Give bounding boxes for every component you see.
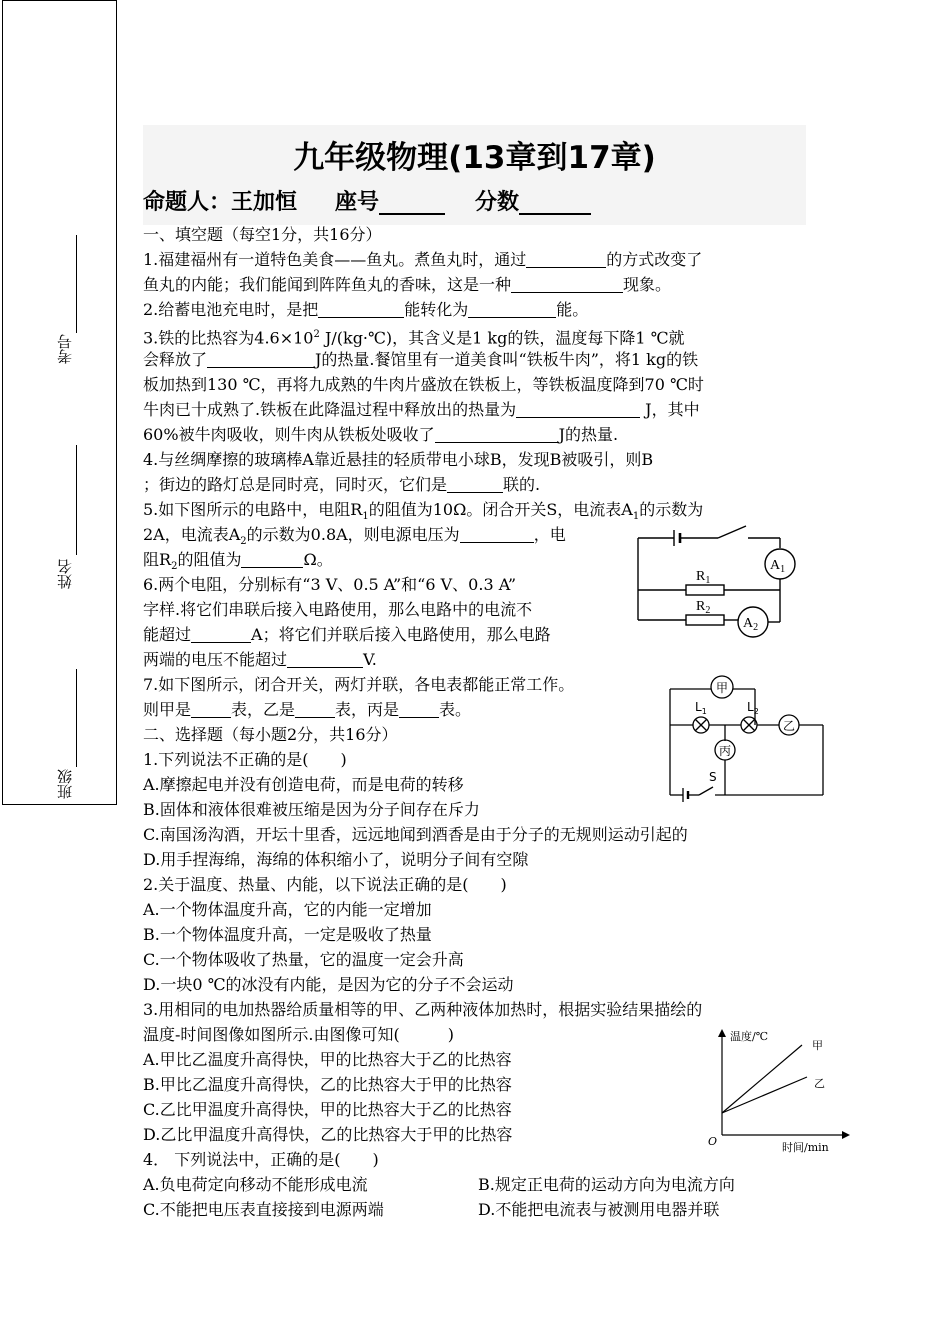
q3-line4 <box>143 397 808 422</box>
q2-text-c: 能。 <box>556 300 589 319</box>
mc1-option-b[interactable]: B.固体和液体很难被压缩是因为分子间存在斥力 <box>143 800 480 819</box>
mc4-option-d[interactable]: D.不能把电流表与被测用电器并联 <box>478 1200 720 1219</box>
mc3-option-b[interactable]: B.甲比乙温度升高得快，乙的比热容大于甲的比热容 <box>143 1075 512 1094</box>
q4-text-c: 联的. <box>503 475 541 494</box>
mc2-option-d[interactable]: D.一块0 ℃的冰没有内能，是因为它的分子不会运动 <box>143 975 514 994</box>
q4-line1: 4.与丝绸摩擦的玻璃棒A靠近悬挂的轻质带电小球B，发现B被吸引，则B <box>143 450 654 469</box>
q5-text-i: Ω。 <box>303 550 333 569</box>
q3-line5 <box>143 422 808 447</box>
mc1-option-a[interactable]: A.摩擦起电并没有创造电荷，而是电荷的转移 <box>143 775 464 794</box>
q1-text-c: 鱼丸的内能；我们能闻到阵阵鱼丸的香味，这是一种 <box>143 275 512 294</box>
mc2-option-b[interactable]: B.一个物体温度升高，一定是吸收了热量 <box>143 925 432 944</box>
section2-heading: 二、选择题（每小题2分，共16分） <box>143 725 398 744</box>
q2-blank-2[interactable] <box>468 300 556 318</box>
q3-blank-2[interactable] <box>516 400 640 418</box>
q5-sub-4: 2 <box>171 561 178 573</box>
q5-text-d: 2A，电流表A <box>143 525 241 544</box>
q3-line1 <box>143 322 808 347</box>
section1-heading: 一、填空题（每空1分，共16分） <box>143 225 382 244</box>
seat-blank[interactable] <box>379 191 445 215</box>
name-line <box>76 445 77 555</box>
seat-label: 座号 <box>335 190 380 215</box>
ammeter-a2-label: $A_2$ <box>743 616 759 633</box>
q4-blank[interactable] <box>447 475 503 493</box>
mc2-stem: 2.关于温度、热量、内能，以下说法正确的是( ) <box>143 875 507 894</box>
resistor-r1-label: $R_1$ <box>696 569 711 586</box>
header-meta <box>143 185 591 216</box>
mc4-stem: 4． 下列说法中，正确的是( ) <box>143 1150 379 1169</box>
q5-line1 <box>143 497 808 522</box>
graph-line-jia <box>722 1045 802 1113</box>
class-field[interactable] <box>55 669 80 804</box>
q4-text-b: ；街边的路灯总是同时亮，同时灭，它们是 <box>143 475 448 494</box>
q5-text-e: 的示数为0.8A，则电源电压为 <box>246 525 460 544</box>
lamp-l1-label: $L_1$ <box>695 700 707 716</box>
page-title: 九年级物理(13章到17章) <box>293 140 656 176</box>
q6-blank-2[interactable] <box>287 650 363 668</box>
q3-exponent: 2 <box>313 329 320 340</box>
mc4-option-a[interactable]: A.负电荷定向移动不能形成电流 <box>143 1175 368 1194</box>
q6-text-c: 能超过 <box>143 625 192 644</box>
q1-text-d: 现象。 <box>623 275 672 294</box>
q6-line1: 6.两个电阻，分别标有“3 V、0.5 A”和“6 V、0.3 A” <box>143 575 517 594</box>
graph-x-label: 时间/min <box>782 1141 829 1154</box>
graph-line-jia-label: 甲 <box>812 1039 823 1052</box>
q1-line1 <box>143 247 808 272</box>
q5-text-c: 的示数为 <box>639 500 704 519</box>
graph-line-yi-label: 乙 <box>814 1077 825 1090</box>
binding-sidebar <box>2 0 117 805</box>
q6-text-f: V. <box>363 650 377 669</box>
exam-number-field[interactable] <box>55 229 80 394</box>
q1-text-b: 的方式改变了 <box>606 250 703 269</box>
q6-line4 <box>143 647 808 672</box>
class-line <box>76 669 77 767</box>
q5-sub-2: 1 <box>632 511 640 523</box>
q2-text-a: 2.给蓄电池充电时，是把 <box>143 300 319 319</box>
name-label: 姓名 <box>56 559 74 589</box>
q3-text-b: J/(kg·℃)，其含义是1 kg的铁，温度每下降1 ℃就 <box>319 328 685 348</box>
q5-sub-1: 1 <box>362 511 369 523</box>
q5-text-g: 阻R <box>143 550 172 569</box>
mc1-stem: 1.下列说法不正确的是( ) <box>143 750 347 769</box>
mc4-option-b[interactable]: B.规定正电荷的运动方向为电流方向 <box>478 1175 735 1194</box>
score-label: 分数 <box>475 190 520 215</box>
q3-text-f: 牛肉已十成熟了.铁板在此降温过程中释放出的热量为 <box>143 400 517 419</box>
class-label: 班级 <box>56 769 74 799</box>
q5-text-h: 的阻值为 <box>177 550 242 569</box>
q5-text-f: ，电 <box>533 525 566 544</box>
q3-text-i: J的热量. <box>558 425 619 444</box>
q7-blank-3[interactable] <box>399 700 439 718</box>
score-blank[interactable] <box>519 191 591 215</box>
q5-text-b: 的阻值为10Ω。闭合开关S，电流表A <box>368 500 633 519</box>
graph-y-label: 温度/℃ <box>730 1030 769 1043</box>
resistor-r2-label: $R_2$ <box>696 599 711 616</box>
q6-text-d: A；将它们并联后接入电路使用，那么电路 <box>251 625 551 644</box>
q3-text-g: J，其中 <box>640 400 700 419</box>
q7-text-b: 则甲是 <box>143 700 192 719</box>
mc3-option-c[interactable]: C.乙比甲温度升高得快，甲的比热容大于乙的比热容 <box>143 1100 512 1119</box>
mc2-option-a[interactable]: A.一个物体温度升高，它的内能一定增加 <box>143 900 432 919</box>
q7-text-c: 表，乙是 <box>231 700 296 719</box>
temperature-time-graph <box>700 1025 850 1155</box>
lamp-l2-label: $L_2$ <box>747 700 759 716</box>
mc3-stem-line1: 3.用相同的电加热器给质量相等的甲、乙两种液体加热时，根据实验结果描绘的 <box>143 1000 703 1019</box>
q1-blank-2[interactable] <box>511 275 623 293</box>
exam-number-line <box>76 235 77 333</box>
q3-text-h: 60%被牛肉吸收，则牛肉从铁板处吸收了 <box>143 425 435 444</box>
q2-line <box>143 297 808 322</box>
q7-blank-2[interactable] <box>295 700 335 718</box>
mc2-option-c[interactable]: C.一个物体吸收了热量，它的温度一定会升高 <box>143 950 464 969</box>
q5-text-a: 5.如下图所示的电路中，电阻R <box>143 500 363 519</box>
q7-text-d: 表，丙是 <box>335 700 400 719</box>
q1-text-a: 1.福建福州有一道特色美食——鱼丸。煮鱼丸时，通过 <box>143 250 527 269</box>
meter-bing-label: 丙 <box>719 744 732 758</box>
mc4-option-c[interactable]: C.不能把电压表直接接到电源两端 <box>143 1200 384 1219</box>
q3-text-c: 会释放了 <box>143 350 208 369</box>
mc1-option-c[interactable]: C.南国汤沟酒，开坛十里香，远远地闻到酒香是由于分子的无规则运动引起的 <box>143 825 688 844</box>
exam-header <box>143 125 806 225</box>
mc4-row2 <box>143 1197 808 1222</box>
circuit-diagram-2 <box>665 673 830 805</box>
mc3-option-d[interactable]: D.乙比甲温度升高得快，乙的比热容大于甲的比热容 <box>143 1125 513 1144</box>
mc1-option-d[interactable]: D.用手捏海绵，海绵的体积缩小了，说明分子间有空隙 <box>143 850 529 869</box>
graph-line-yi <box>722 1077 807 1113</box>
q6-line2: 字样.将它们串联后接入电路使用，那么电路中的电流不 <box>143 600 533 619</box>
author-label: 命题人：王加恒 <box>143 190 298 215</box>
q5-blank-1[interactable] <box>460 525 534 543</box>
q3-blank-1[interactable] <box>207 350 315 368</box>
q2-blank-1[interactable] <box>318 300 404 318</box>
q1-line2 <box>143 272 808 297</box>
q3-text-a: 3.铁的比热容为4.6×10 <box>143 328 314 348</box>
q4-line2 <box>143 472 808 497</box>
mc4-row1 <box>143 1172 808 1197</box>
q7-blank-1[interactable] <box>191 700 231 718</box>
circuit-diagram-1 <box>630 522 810 642</box>
q5-blank-2[interactable] <box>241 550 303 568</box>
q3-blank-3[interactable] <box>435 425 559 443</box>
graph-origin-label: O <box>708 1135 718 1148</box>
q3-text-d: J的热量.餐馆里有一道美食叫“铁板牛肉”，将1 kg的铁 <box>315 350 699 369</box>
name-field[interactable] <box>55 441 80 606</box>
q6-text-e: 两端的电压不能超过 <box>143 650 288 669</box>
q2-text-b: 能转化为 <box>404 300 469 319</box>
q7-line1: 7.如下图所示，闭合开关，两灯并联，各电表都能正常工作。 <box>143 675 575 694</box>
q5-sub-3: 2 <box>240 536 247 548</box>
q1-blank-1[interactable] <box>526 250 606 268</box>
switch-s-label: S <box>709 770 717 784</box>
q6-blank-1[interactable] <box>191 625 251 643</box>
meter-yi-label: 乙 <box>783 719 796 733</box>
meter-jia-label: 甲 <box>716 681 729 695</box>
mc3-option-a[interactable]: A.甲比乙温度升高得快，甲的比热容大于乙的比热容 <box>143 1050 512 1069</box>
q7-text-e: 表。 <box>439 700 472 719</box>
ammeter-a1-label: $A_1$ <box>770 558 786 575</box>
q3-line2 <box>143 347 808 372</box>
mc3-stem-line2: 温度-时间图像如图所示.由图像可知( ) <box>143 1025 454 1044</box>
q3-line3: 板加热到130 ℃，再将九成熟的牛肉片盛放在铁板上，等铁板温度降到70 ℃时 <box>143 375 704 394</box>
exam-number-label: 考号 <box>56 334 74 364</box>
